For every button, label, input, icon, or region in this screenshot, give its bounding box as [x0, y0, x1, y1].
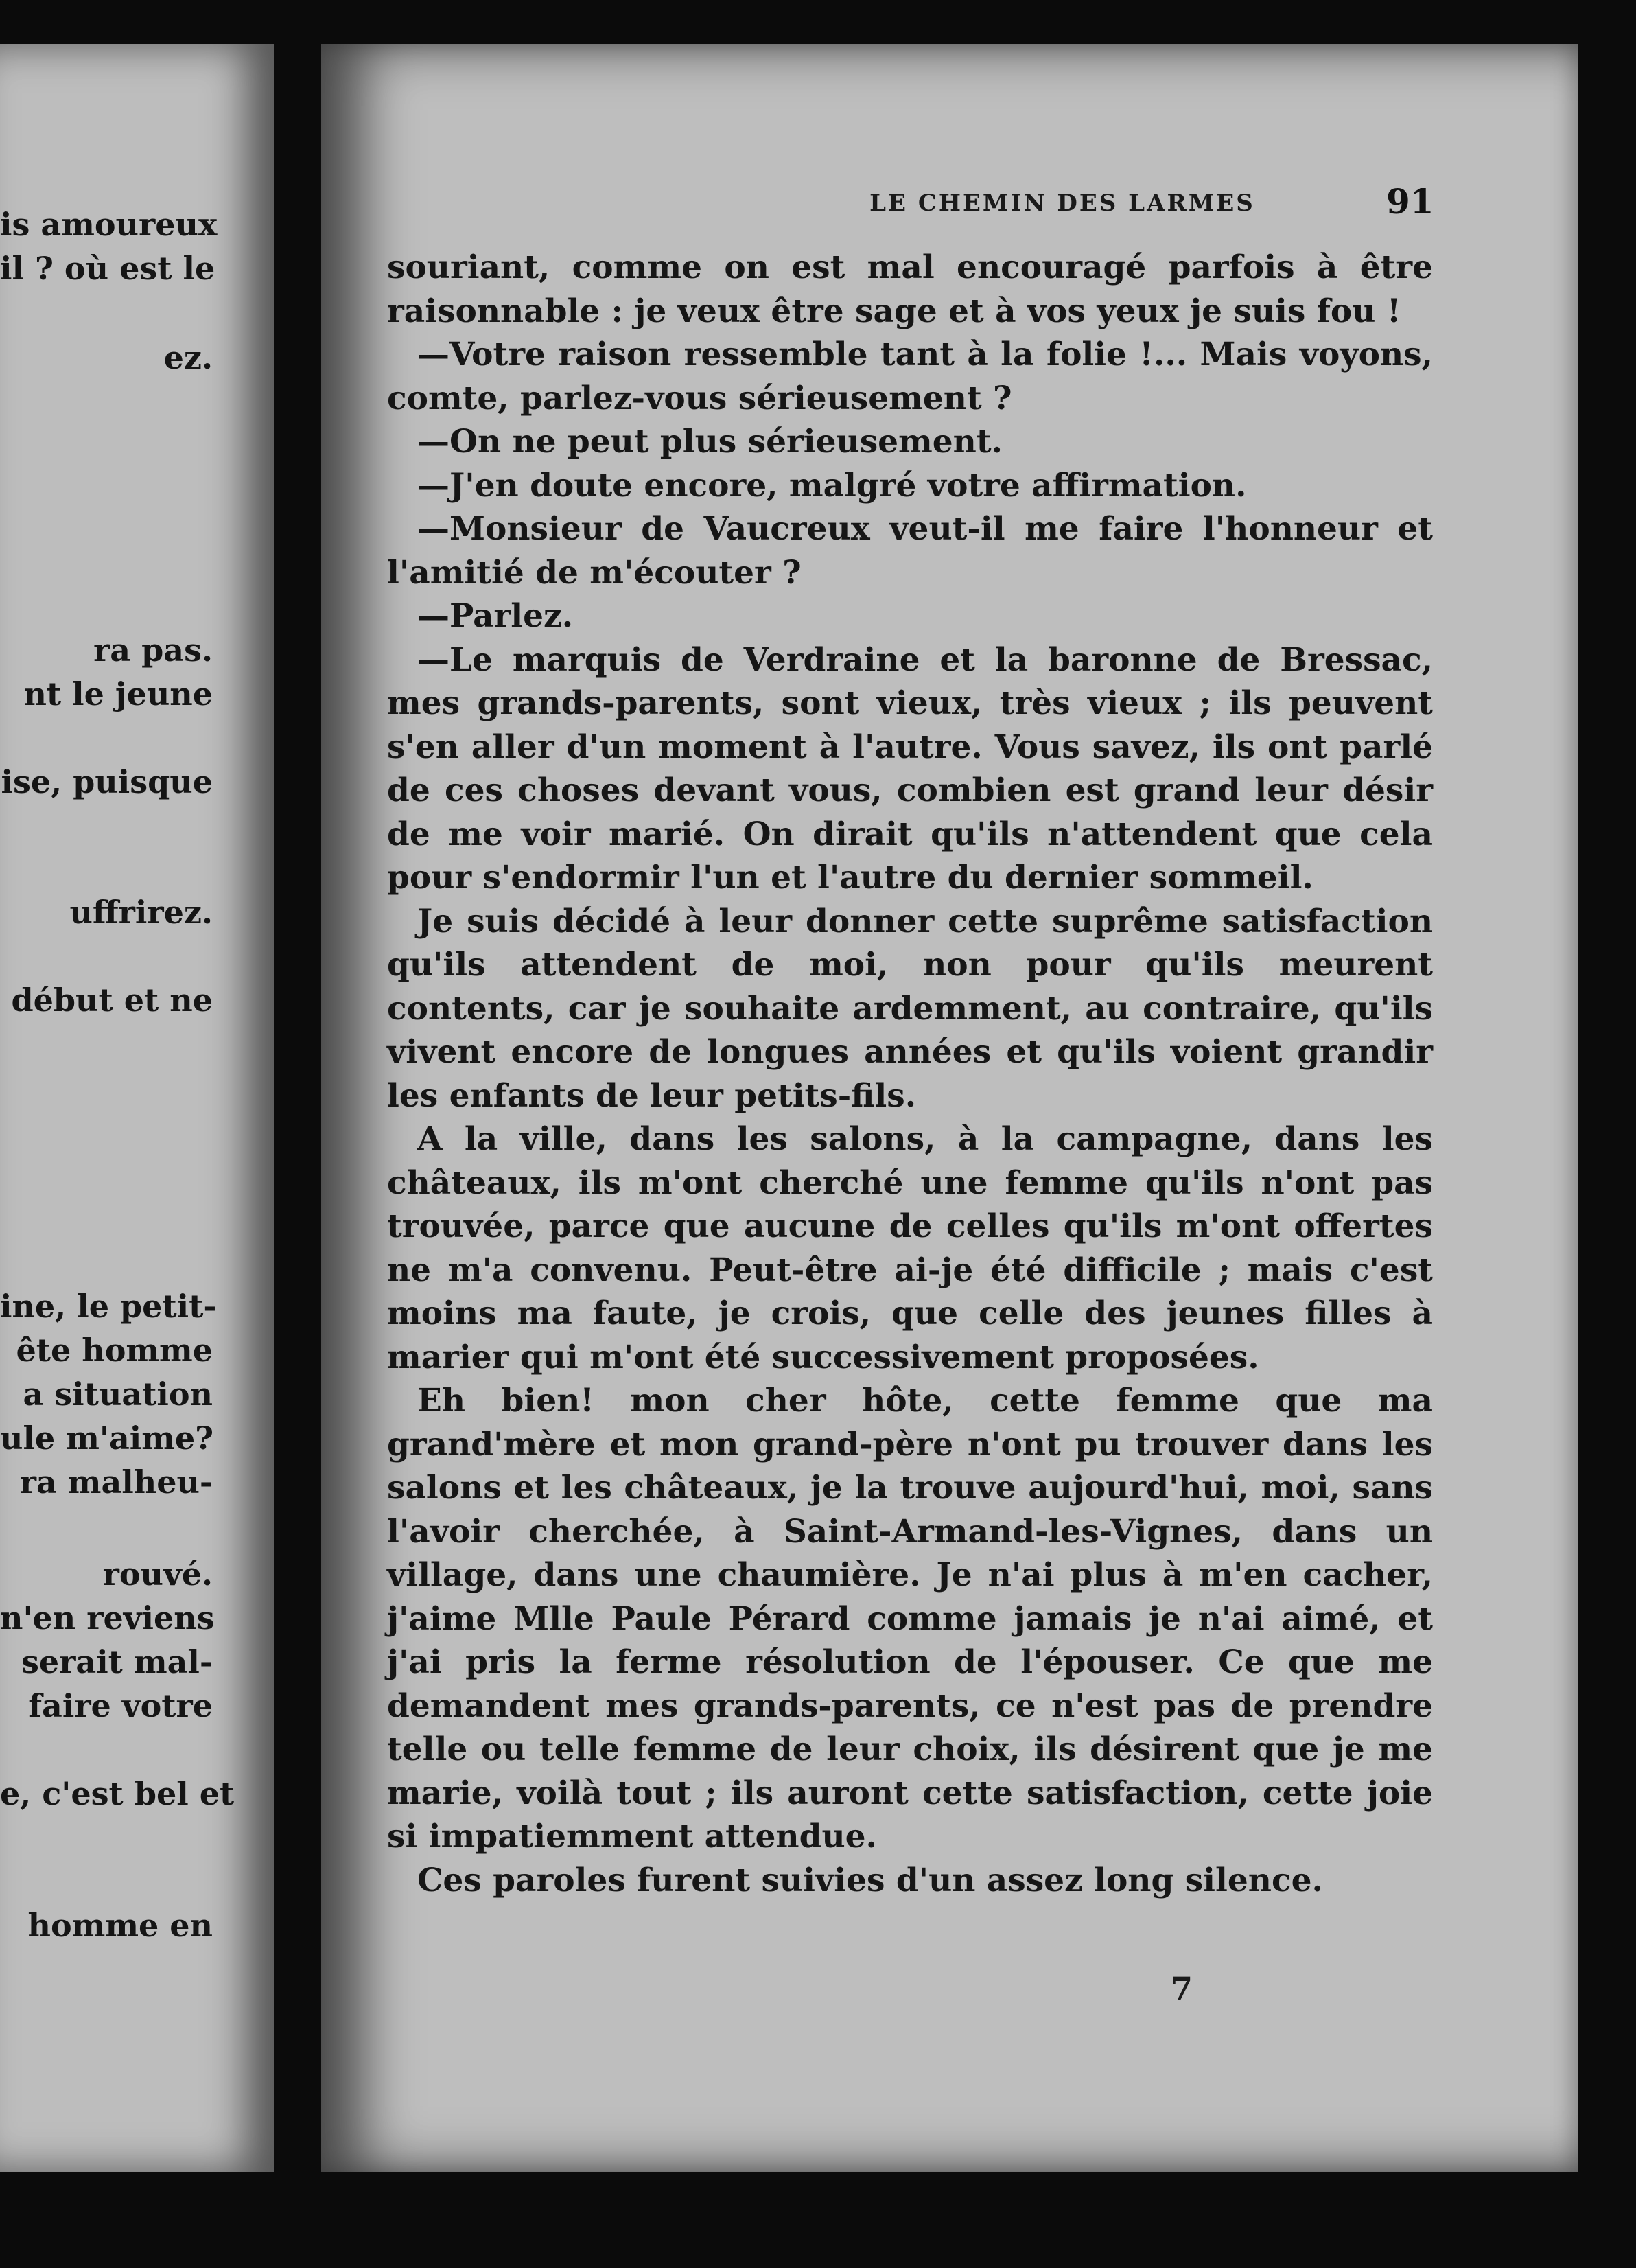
- signature-mark: 7: [1171, 1970, 1193, 2007]
- left-page-line: ise, puisque: [1, 763, 213, 800]
- paragraph: Je suis décidé à leur donner cette suprême satisfaction qu'ils attendent de moi, non pour qu'ils meurent contents, car je souhaite ardemment, au contraire, qu'ils vivent encore de longues années et qu'ils voient grandir les enfants de leur petits-fils.: [387, 902, 1433, 1115]
- paragraph: Ces paroles furent suivies d'un assez long silence.: [417, 1861, 1323, 1899]
- right-page: [321, 44, 1578, 2172]
- left-page-line: ine, le petit-: [0, 1288, 217, 1325]
- left-page-line: faire votre: [28, 1687, 213, 1724]
- left-page-line: is amoureux: [0, 206, 218, 243]
- left-page-line: ez.: [163, 339, 213, 376]
- paragraph: Eh bien! mon cher hôte, cette femme que ma grand'mère et mon grand-père n'ont pu trouver dans les salons et les châteaux, je la trouve aujourd'hui, moi, sans l'avoir cherchée, à Saint-Armand-les-Vignes, dans un village, dans une chaumière. Je n'ai plus à m'en cacher, j'aime Mlle Paule Pérard comme jamais je n'ai aimé, et j'ai pris la ferme résolution de l'épouser. Ce que me demandent mes grands-parents, ce n'est pas de prendre telle ou telle femme de leur choix, ils désirent que je me marie, voilà tout ; ils auront cette satisfaction, cette joie si impatiemment attendue.: [387, 1382, 1433, 1855]
- left-page-line: nt le jeune: [23, 675, 213, 713]
- left-page-line: ule m'aime?: [0, 1420, 214, 1457]
- left-page-line: homme en: [27, 1907, 213, 1944]
- paragraph: —Monsieur de Vaucreux veut-il me faire l'honneur et l'amitié de m'écouter ?: [387, 510, 1433, 592]
- left-page-line: e, c'est bel et: [0, 1775, 235, 1812]
- left-page-line: rouvé.: [102, 1555, 213, 1593]
- left-page-line: serait mal-: [21, 1643, 213, 1680]
- left-page-line: ête homme: [16, 1332, 213, 1369]
- left-page-line: il ? où est le: [0, 250, 215, 287]
- paragraph: —Votre raison ressemble tant à la folie !... Mais voyons, comte, parlez-vous sérieusement ?: [387, 336, 1433, 417]
- paragraph: souriant, comme on est mal encouragé parfois à être raisonnable : je veux être sage et à vos yeux je suis fou !: [387, 248, 1433, 330]
- left-page-line: n'en reviens: [0, 1599, 215, 1636]
- left-page-line: uffrirez.: [69, 894, 213, 931]
- paragraph: —Parlez.: [417, 597, 574, 635]
- page-number: 91: [1386, 181, 1434, 222]
- left-page-line: ra malheu-: [19, 1463, 213, 1501]
- paragraph: A la ville, dans les salons, à la campagne, dans les châteaux, ils m'ont cherché une femme qu'ils n'ont pas trouvée, parce que aucune de celles qu'ils m'ont offertes ne m'a convenu. Peut-être ai-je été difficile ; mais c'est moins ma faute, je crois, que celle des jeunes filles à marier qui m'ont été successivement proposées.: [387, 1120, 1433, 1376]
- paragraph: —On ne peut plus sérieusement.: [417, 423, 1003, 461]
- left-page: [0, 44, 274, 2172]
- body-text: [387, 246, 1433, 1902]
- paragraph: —J'en doute encore, malgré votre affirmation.: [417, 466, 1247, 505]
- left-page-line: début et ne: [11, 982, 213, 1019]
- running-head: LE CHEMIN DES LARMES: [869, 189, 1255, 217]
- left-page-line: ra pas.: [93, 632, 213, 669]
- paragraph: —Le marquis de Verdraine et la baronne de Bressac, mes grands-parents, sont vieux, très vieux ; ils peuvent s'en aller d'un moment à l'autre. Vous savez, ils ont parlé de ces choses devant vous, combien est grand leur désir de me voir marié. On dirait qu'ils n'attendent que cela pour s'endormir l'un et l'autre du dernier sommeil.: [387, 640, 1433, 896]
- left-page-line: a situation: [23, 1376, 213, 1413]
